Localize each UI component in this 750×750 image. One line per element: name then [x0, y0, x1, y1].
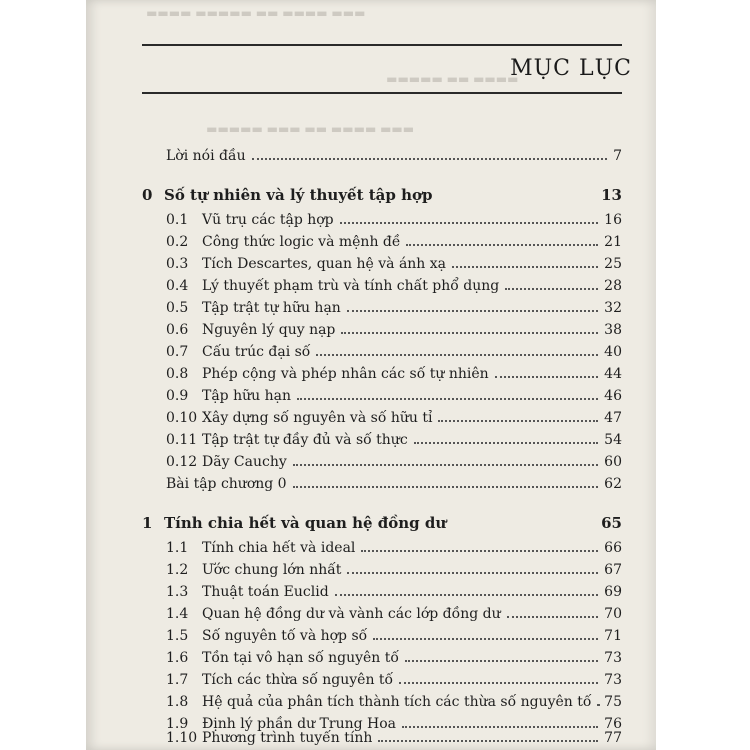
entry-page: 60 [604, 454, 622, 470]
leader-dots [406, 232, 598, 246]
toc-entry[interactable] [166, 604, 622, 626]
section-number: 1.6 [166, 650, 189, 666]
toc-entry[interactable] [166, 210, 622, 232]
section-number: 1.1 [166, 540, 189, 556]
header-rule-bottom [142, 92, 622, 94]
leader-dots [316, 342, 598, 356]
bleed-through-decoration: ▬▬▬ ▬▬▬▬ ▬▬ ▬▬▬ ▬▬▬▬▬ [206, 122, 415, 136]
entry-title: Lý thuyết phạm trù và tính chất phổ dụng [202, 278, 500, 294]
page-title: MỤC LỤC [510, 56, 632, 81]
chapter-title: Tính chia hết và quan hệ đồng dư [164, 514, 447, 532]
section-number: 0.7 [166, 344, 189, 360]
toc-entry[interactable] [166, 254, 622, 276]
toc-entry[interactable] [166, 538, 622, 560]
entry-title: Công thức logic và mệnh đề [202, 234, 401, 250]
leader-dots [505, 276, 598, 290]
entry-page: 46 [604, 388, 622, 404]
entry-title: Tồn tại vô hạn số nguyên tố [202, 650, 399, 666]
leader-dots [252, 146, 607, 160]
section-number: 0.2 [166, 234, 189, 250]
chapter-title: Số tự nhiên và lý thuyết tập hợp [164, 186, 433, 204]
leader-space [452, 516, 595, 528]
leader-dots [341, 320, 598, 334]
leader-dots [297, 386, 598, 400]
toc-entry[interactable] [166, 276, 622, 298]
section-number: 1.4 [166, 606, 189, 622]
leader-dots [402, 714, 598, 728]
entry-title: Hệ quả của phân tích thành tích các thừa số nguyên tố [202, 694, 592, 710]
toc-entry[interactable] [166, 342, 622, 364]
entry-title: Cấu trúc đại số [202, 344, 311, 360]
leader-dots [405, 648, 598, 662]
toc-entry[interactable] [166, 364, 622, 386]
entry-title: Nguyên lý quy nạp [202, 322, 336, 338]
chapter-number: 1 [142, 514, 153, 532]
entry-title: Định lý phần dư Trung Hoa [202, 716, 397, 732]
book-page [86, 0, 656, 750]
chapter-page: 13 [601, 186, 622, 204]
entry-page: 70 [604, 606, 622, 622]
leader-dots [597, 692, 598, 706]
section-number: 1.3 [166, 584, 189, 600]
entry-page: 66 [604, 540, 622, 556]
toc-entry-preface[interactable] [166, 146, 622, 168]
section-number: 0.5 [166, 300, 189, 316]
toc-entry[interactable] [166, 626, 622, 648]
toc-entry[interactable] [166, 298, 622, 320]
entry-title: Ước chung lớn nhất [202, 562, 342, 578]
section-number: 0.4 [166, 278, 189, 294]
entry-title: Lời nói đầu [166, 148, 246, 164]
entry-page: 73 [604, 672, 622, 688]
leader-dots [414, 430, 599, 444]
entry-title: Phương trình tuyến tính [202, 730, 373, 746]
entry-page: 32 [604, 300, 622, 316]
entry-title: Bài tập chương 0 [166, 476, 287, 492]
section-number: 1.9 [166, 716, 189, 732]
section-number: 1.8 [166, 694, 189, 710]
entry-page: 7 [613, 148, 622, 164]
leader-dots [293, 474, 599, 488]
entry-title: Tích các thừa số nguyên tố [202, 672, 394, 688]
entry-page: 73 [604, 650, 622, 666]
entry-page: 25 [604, 256, 622, 272]
entry-page: 71 [604, 628, 622, 644]
entry-title: Dãy Cauchy [202, 454, 287, 470]
leader-dots [378, 728, 598, 742]
entry-title: Tích Descartes, quan hệ và ánh xạ [202, 256, 447, 272]
chapter-number: 0 [142, 186, 153, 204]
section-number: 0.12 [166, 454, 198, 470]
toc-entry[interactable] [166, 386, 622, 408]
toc-entry[interactable] [166, 692, 622, 714]
section-number: 1.5 [166, 628, 189, 644]
section-number: 0.8 [166, 366, 189, 382]
toc-entry[interactable] [166, 582, 622, 604]
entry-title: Tính chia hết và ideal [202, 540, 356, 556]
entry-title: Vũ trụ các tập hợp [202, 212, 334, 228]
toc-entry[interactable] [166, 648, 622, 670]
section-number: 1.10 [166, 730, 198, 746]
toc-entry[interactable] [166, 320, 622, 342]
leader-dots [438, 408, 598, 422]
toc-chapter-0[interactable] [142, 186, 622, 208]
toc-entry-exercises-0[interactable] [166, 474, 622, 496]
entry-page: 69 [604, 584, 622, 600]
toc-entry[interactable] [166, 430, 622, 452]
leader-dots [347, 298, 598, 312]
section-number: 0.1 [166, 212, 189, 228]
entry-page: 76 [604, 716, 622, 732]
toc-entry[interactable] [166, 232, 622, 254]
leader-space [439, 188, 596, 200]
leader-dots [507, 604, 599, 618]
entry-title: Quan hệ đồng dư và vành các lớp đồng dư [202, 606, 501, 622]
entry-page: 62 [604, 476, 622, 492]
toc-entry[interactable] [166, 408, 622, 430]
toc-entry[interactable] [166, 670, 622, 692]
toc-entry[interactable] [166, 560, 622, 582]
leader-dots [340, 210, 599, 224]
leader-dots [361, 538, 598, 552]
section-number: 0.9 [166, 388, 189, 404]
entry-title: Số nguyên tố và hợp số [202, 628, 368, 644]
section-number: 0.11 [166, 432, 198, 448]
entry-title: Thuật toán Euclid [202, 584, 329, 600]
leader-dots [373, 626, 598, 640]
section-number: 1.2 [166, 562, 189, 578]
header-rule-top [142, 44, 622, 46]
entry-page: 44 [604, 366, 622, 382]
leader-dots [452, 254, 598, 268]
leader-dots [399, 670, 598, 684]
toc-entry[interactable] [166, 728, 622, 750]
bleed-through-decoration: ▬▬▬▬ ▬▬ ▬▬▬▬▬ [386, 72, 519, 86]
entry-page: 21 [604, 234, 622, 250]
section-number: 0.3 [166, 256, 189, 272]
entry-title: Tập trật tự đầy đủ và số thực [202, 432, 408, 448]
section-number: 1.7 [166, 672, 189, 688]
entry-page: 54 [604, 432, 622, 448]
leader-dots [335, 582, 599, 596]
entry-page: 75 [604, 694, 622, 710]
entry-title: Tập trật tự hữu hạn [202, 300, 341, 316]
toc-entry[interactable] [166, 452, 622, 474]
entry-page: 38 [604, 322, 622, 338]
entry-page: 47 [604, 410, 622, 426]
toc-chapter-1[interactable] [142, 514, 622, 536]
bleed-through-decoration: ▬▬▬ ▬▬▬▬ ▬▬ ▬▬▬▬▬ ▬▬▬▬ [146, 6, 366, 20]
entry-title: Phép cộng và phép nhân các số tự nhiên [202, 366, 489, 382]
leader-dots [293, 452, 598, 466]
chapter-page: 65 [601, 514, 622, 532]
entry-title: Tập hữu hạn [202, 388, 291, 404]
leader-dots [347, 560, 598, 574]
section-number: 0.10 [166, 410, 198, 426]
section-number: 0.6 [166, 322, 189, 338]
entry-page: 67 [604, 562, 622, 578]
entry-page: 77 [604, 730, 622, 746]
entry-page: 40 [604, 344, 622, 360]
entry-page: 16 [604, 212, 622, 228]
entry-title: Xây dựng số nguyên và số hữu tỉ [202, 410, 433, 426]
entry-page: 28 [604, 278, 622, 294]
leader-dots [495, 364, 599, 378]
